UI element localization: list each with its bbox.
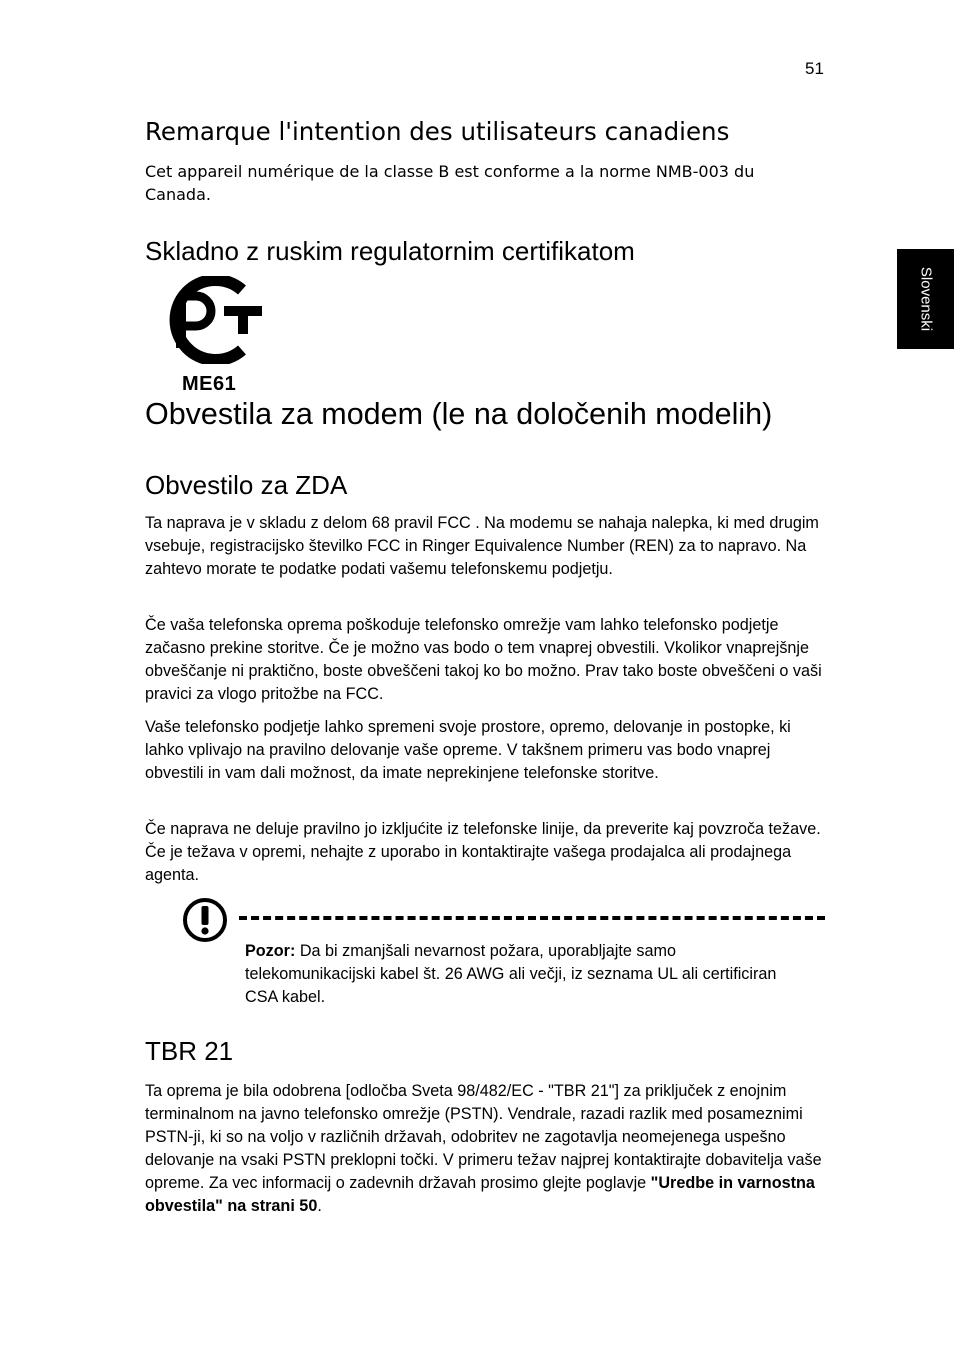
language-side-tab: [897, 249, 954, 349]
tbr-heading: TBR 21: [145, 1036, 234, 1066]
warning-label: Pozor:: [245, 942, 296, 960]
gost-certification-logo: [158, 276, 264, 364]
zda-heading: Obvestilo za ZDA: [145, 470, 348, 500]
zda-paragraph-4: Če naprava ne deluje pravilno jo izkljućite iz telefonske linije, da preverite kaj povzroča težave. Če je težava v opremi, nehajte z uporabo in kontaktirajte vašega prodajalca ali prodajnega agenta.: [145, 820, 821, 884]
warning-icon: [182, 897, 228, 943]
zda-paragraph-2: Če vaša telefonska oprema poškoduje telefonsko omrežje vam lahko telefonsko podjetje začasno prekine storitve. Če je možno vas bodo o tem vnaprej obvestili. Vkolikor vnaprejšnje obveščanje ni praktično, boste obveščeni takoj ko bo možno. Prav tako boste obveščeni o vaši pravici za vlogo pritožbe na FCC.: [145, 616, 822, 703]
tbr-link[interactable]: "Uredbe in varnostna obvestila" na strani 50: [145, 1174, 815, 1215]
warning-text: Da bi zmanjšali nevarnost požara, uporabljajte samo telekomunikacijski kabel št. 26 AWG ali večji, iz seznama UL ali certificiran CSA kabel.: [245, 942, 777, 1006]
zda-paragraph-1: Ta naprava je v skladu z delom 68 pravil FCC . Na modemu se nahaja nalepka, ki med drugim vsebuje, registracijsko številko FCC in Ringer Equivalence Number (REN) za to napravo. Na zahtevo morate te podatke podati vašemu telefonskemu podjetju.: [145, 514, 819, 578]
tbr-text: Ta oprema je bila odobrena [odločba Sveta 98/482/EC - "TBR 21"] za priključek z enojnim terminalnom na javno telefonsko omrežje (PSTN). Vendrale, razadi razlik med posameznimi PSTN-ji, ki so na voljo v različnih državah, odobritev ne zagotavlja neomejenega uspešno delovanje na vsaki PSTN preklopni točki. V primeru težav najprej kontaktirajte dobavitelja vaše opreme. Za vec informacij o zadevnih državah prosimo glejte poglavje: [145, 1082, 822, 1192]
tbr-paragraph: [145, 1080, 825, 1218]
side-tab-label: Slovenski: [917, 266, 935, 332]
russian-heading: Skladno z ruskim regulatornim certifikatom: [145, 236, 635, 266]
warning-divider: [239, 916, 825, 920]
zda-paragraph-3: Vaše telefonsko podjetje lahko spremeni svoje prostore, opremo, delovanje in postopke, ki lahko vplivajo na pravilno delovanje vaše opreme. V takšnem primeru vas bodo vnaprej obvestili in vam dali možnost, da imate neprekinjene telefonske storitve.: [145, 718, 791, 782]
tbr-end: .: [317, 1197, 322, 1215]
warning-note: [245, 940, 805, 1009]
page-number: 51: [805, 59, 824, 78]
canada-text: Cet appareil numérique de la classe B est conforme a la norme NMB-003 du Canada.: [145, 162, 755, 204]
canada-heading: Remarque l'intention des utilisateurs canadiens: [145, 117, 730, 146]
gost-code: ME61: [182, 373, 237, 395]
modem-title: Obvestila za modem (le na določenih modelih): [145, 397, 773, 431]
